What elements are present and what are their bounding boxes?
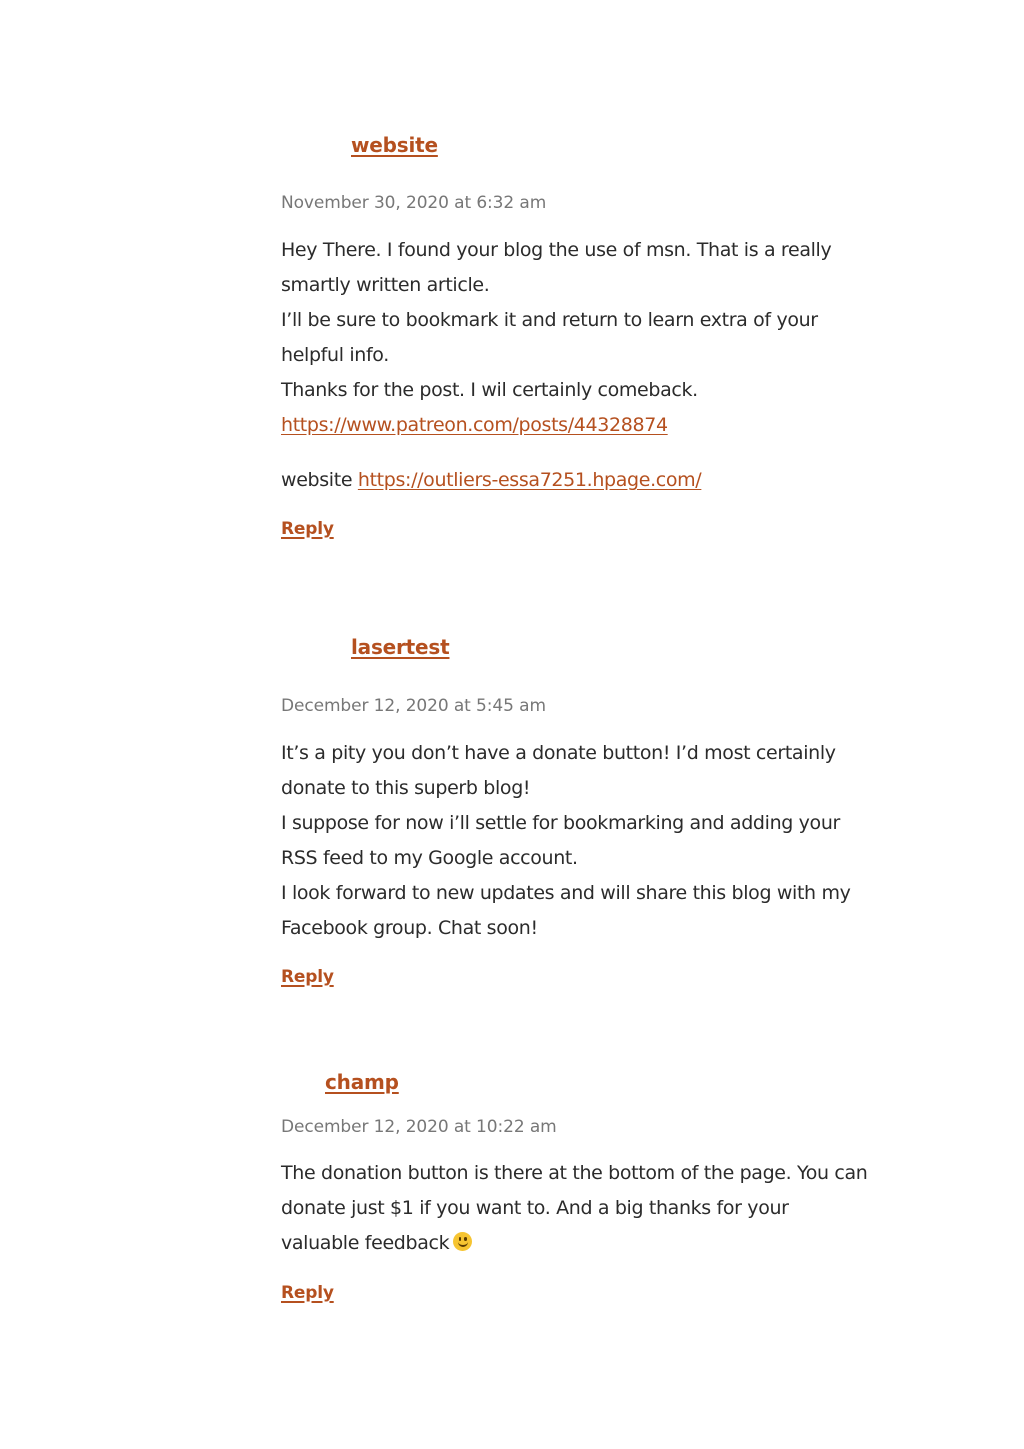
comment-body bbox=[281, 1156, 871, 1261]
comment-author-link[interactable]: champ bbox=[325, 1070, 399, 1094]
comment-body bbox=[281, 233, 871, 498]
comment-text-line: Thanks for the post. I wil certainly comeback. bbox=[281, 379, 698, 401]
patreon-link[interactable]: https://www.patreon.com/posts/44328874 bbox=[281, 414, 668, 436]
comment-text-line: I look forward to new updates and will share this blog with my Facebook group. Chat soon! bbox=[281, 882, 851, 939]
reply-button[interactable]: Reply bbox=[281, 1283, 334, 1303]
comment-author-link[interactable]: lasertest bbox=[351, 635, 450, 659]
reply-button[interactable]: Reply bbox=[281, 519, 334, 539]
comment-text: The donation button is there at the bottom of the page. You can donate just $1 if you want to. And a big thanks for your valuable feedback bbox=[281, 1162, 868, 1254]
comment-body bbox=[281, 736, 871, 946]
reply-button[interactable]: Reply bbox=[281, 967, 334, 987]
comment-date[interactable]: December 12, 2020 at 5:45 am bbox=[281, 696, 546, 716]
comment-text-line: It’s a pity you don’t have a donate button! I’d most certainly donate to this superb blog! bbox=[281, 742, 836, 799]
comment-text-line: I’ll be sure to bookmark it and return to learn extra of your helpful info. bbox=[281, 309, 818, 366]
comment-text-line: Hey There. I found your blog the use of msn. That is a really smartly written article. bbox=[281, 239, 832, 296]
comment-date[interactable]: November 30, 2020 at 6:32 am bbox=[281, 193, 547, 213]
comment-author-link[interactable]: website bbox=[351, 133, 438, 157]
website-label: website bbox=[281, 469, 353, 491]
comment-date[interactable]: December 12, 2020 at 10:22 am bbox=[281, 1117, 557, 1137]
slightly-smiling-face-icon bbox=[453, 1232, 472, 1251]
website-link[interactable]: https://outliers-essa7251.hpage.com/ bbox=[357, 469, 702, 491]
comment-text-line: I suppose for now i’ll settle for bookmarking and adding your RSS feed to my Google account. bbox=[281, 812, 840, 869]
